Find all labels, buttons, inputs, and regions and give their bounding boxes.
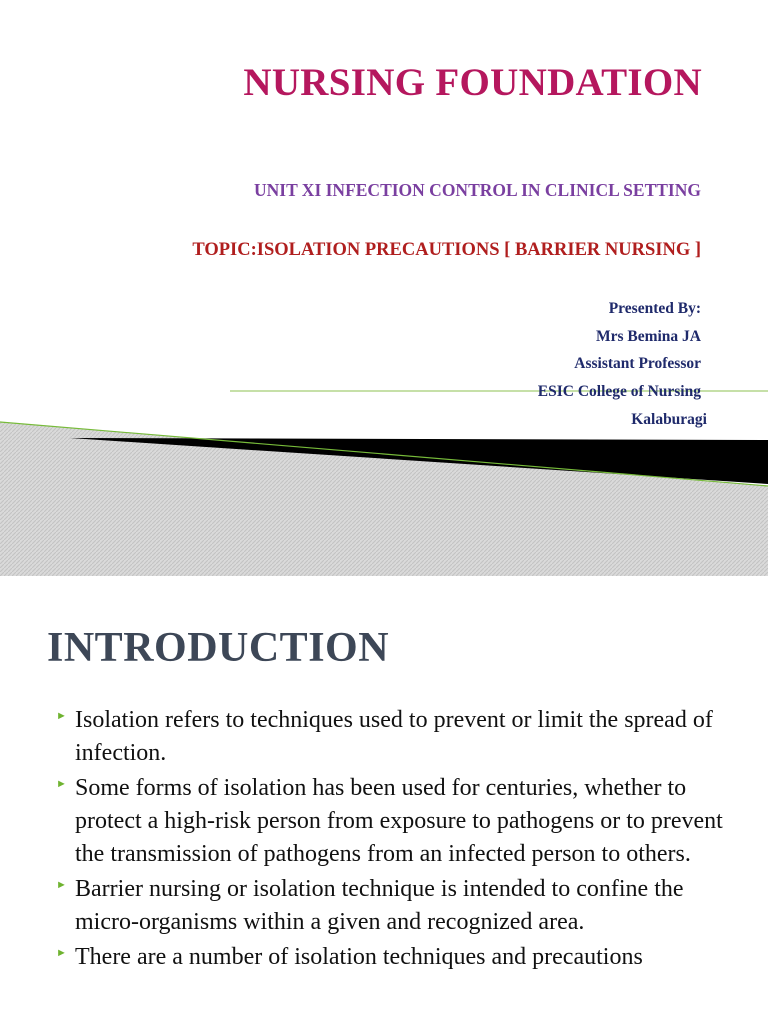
- triangle-right-icon: ►: [56, 947, 67, 959]
- list-item: [52, 873, 732, 939]
- bullet-text: Barrier nursing or isolation technique is intended to confine the micro-organisms within a given and recognized area.: [75, 876, 684, 935]
- bullet-text: There are a number of isolation techniques and precautions: [75, 944, 643, 970]
- presenter-label: Presented By:: [608, 300, 701, 317]
- presenter-block: [537, 295, 707, 434]
- bullet-text: Isolation refers to techniques used to prevent or limit the spread of infection.: [75, 707, 713, 766]
- bullet-list: [52, 704, 732, 976]
- list-item: [52, 941, 732, 974]
- slide-title: NURSING FOUNDATION: [243, 61, 702, 104]
- presenter-designation: Assistant Professor: [574, 355, 701, 372]
- list-item: [52, 772, 732, 871]
- bullet-text: Some forms of isolation has been used for centuries, whether to protect a high-risk person from exposure to pathogens or to prevent the transmission of pathogens from an infected person to others.: [75, 775, 723, 867]
- introduction-slide: [0, 576, 768, 1024]
- unit-subtitle: UNIT XI INFECTION CONTROL IN CLINICL SETTING: [253, 180, 701, 200]
- topic-subtitle: TOPIC:ISOLATION PRECAUTIONS [ BARRIER NURSING ]: [192, 240, 701, 260]
- triangle-right-icon: ►: [56, 778, 67, 790]
- presenter-name: Mrs Bemina JA: [595, 327, 701, 345]
- introduction-heading: INTRODUCTION: [47, 625, 390, 671]
- list-item: [52, 704, 732, 770]
- triangle-right-icon: ►: [56, 710, 67, 722]
- presenter-city: Kalaburagi: [631, 411, 707, 428]
- presenter-institution: ESIC College of Nursing: [537, 382, 701, 400]
- triangle-right-icon: ►: [56, 879, 67, 891]
